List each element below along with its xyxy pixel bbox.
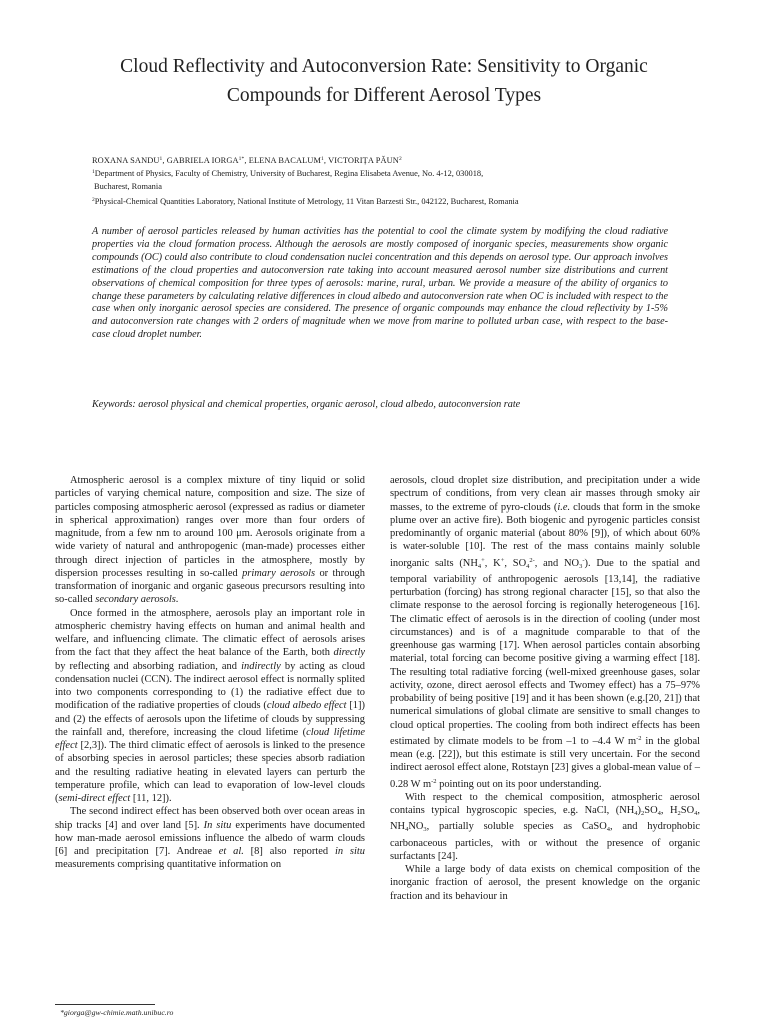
affiliation-1-continued	[94, 180, 694, 194]
title-line-1: Cloud Reflectivity and Autoconversion Rate: Sensitivity to Organic	[120, 56, 648, 77]
body-paragraph: The second indirect effect has been observed both over ocean areas in ship tracks [4] and over land [5]. In situ experiments have documented how man-made aerosol emissions influence the albedo of warm clouds [6] and precipitation [7]. Andreae et al. [8] also reported in situ measurements comprising quantitative information on	[55, 806, 365, 871]
body-paragraph: While a large body of data exists on chemical composition of the inorganic fraction of aerosol, the present knowledge on the organic fraction and its behaviour in	[390, 864, 700, 902]
body-paragraph: Atmospheric aerosol is a complex mixture of tiny liquid or solid particles of varying chemical nature, composition and size. The size of particles composing atmospheric aerosol (expressed as radius or diameter in spherical approximation) ranges over more than four orders of magnitude, from a few nm to around 100 μm. Aerosols originate from a wide variety of natural and anthropogenic (man-made) processes either through direct injection of particles in the atmosphere, mostly by dispersion processes resulting in so-called primary aerosols or through transformation of inorganic and organic gaseous precursors resulting into so-called secondary aerosols.	[55, 475, 365, 606]
affiliation-mark: 1	[92, 169, 95, 175]
author-mark: 2	[398, 156, 402, 162]
affiliation-text: Physical-Chemical Quantities Laboratory, National Institute of Metrology, 11 Vitan Barzesti Str., 042122, Bucharest, Romania	[94, 197, 519, 206]
affiliation-text: Bucharest, Romania	[94, 182, 162, 191]
author-name: ROXANA SANDU	[92, 156, 160, 165]
author-mark: 1	[321, 156, 324, 162]
body-paragraph: aerosols, cloud droplet size distribution, and precipitation under a wide spectrum of conditions, from very clean air masses through smoky air masses, to the extreme of pyro-clouds (i.e. clouds that form in the smoke plume over an active fire). Both biogenic and pyrogenic particles consist predominantly of organic material (about 80% [9]), of which about 60% is water-soluble [10]. The rest of the mass contains mainly soluble inorganic salts ($NH_4^+$, K+, $SO_4^{2-}$, and $NO_3^-$). Due to the spatial and temporal variability of anthropogenic aerosols [13,14], the radiative perturbation (forcing) has strong regional character [15], so that also the climate response to the aerosol forcing is regionally heterogeneous [16]. The climatic effect of aerosols is in the direction of cooling (under most circumstances) and is of a magnitude comparable to that of the greenhouse gas warming [17]. When aerosol particles contain absorbing material, total forcing can become positive giving a warming effect [18]. The resulting total radiative forcing (well-mixed greenhouse gases, solar activity, ozone, direct aerosol effects and Twomey effect) has a 75–97% probability of being positive [19] and it has been shown (e.g.[20, 21]) that numerical simulations of global climate are sensitive to small changes to cloud optical properties. The cooling from both indirect effects has been estimated by climate models to be from –1 to –4.4 W $m^{-2}$ in the global mean (e.g. [22]), but this estimate is still very uncertain. For the second indirect aerosol effect alone, Rotstayn [23] gives a global-mean value of –0.28 W $m^{-2}$ pointing out on its poor understanding.	[390, 475, 700, 790]
author-list	[92, 153, 692, 167]
body-column-right	[390, 474, 700, 903]
author-separator: ,	[244, 156, 249, 165]
author-separator: ,	[162, 156, 167, 165]
affiliation-mark: 2	[92, 197, 95, 203]
title-line-2: Compounds for Different Aerosol Types	[226, 85, 542, 106]
affiliation-1	[92, 166, 692, 181]
paper-title	[60, 52, 708, 110]
footnote-mark: *	[60, 1008, 64, 1017]
affiliation-text: Department of Physics, Faculty of Chemistry, University of Bucharest, Regina Elisabeta Avenue, No. 4-12, 030018,	[94, 169, 484, 178]
author-name: VICTORIȚA PĂUN	[328, 156, 399, 165]
body-paragraph: With respect to the chemical composition, atmospheric aerosol contains typical hygroscopic species, e.g. NaCl, $(NH_4)_2SO_4$, $H_2SO_4$, $NH_4NO_3$, partially soluble species as CaSO$_4$, and hydrophobic carbonaceous particles, with or without the presence of organic surfactants [24].	[390, 791, 700, 862]
footnote-rule	[55, 1004, 155, 1005]
abstract: A number of aerosol particles released by human activities has the potential to cool the climate system by modifying the cloud radiative properties via the cloud formation process. Although the aerosols are mostly composed of inorganic species, measurements show organic compounds (OC) could also contribute to cloud condensation nuclei concentration and this depends on aerosol type. Our approach involves estimations of the cloud properties and autoconversion rate taking into account measured aerosol number size distributions and current observations of chemical composition for three types of aerosols: marine, rural, urban. We provide a measure of the ability of organics to change these parameters by calculating relative differences in cloud albedo and autoconversion rate when OC is included with respect to the case when only inorganic aerosol species are considered. The presence of organic compounds may enhance the cloud reflectivity by 1-5% and autoconversion rate changes with 2 orders of magnitude when we move from marine to polluted urban case, with respect to the base-case cloud droplet number.	[92, 226, 668, 341]
author-separator: ,	[323, 156, 329, 165]
correspondence-email: giorga@gw-chimie.math.unibuc.ro	[63, 1008, 174, 1017]
author-mark: 1	[159, 156, 163, 162]
footnote-email	[60, 1008, 173, 1017]
keywords: Keywords: aerosol physical and chemical properties, organic aerosol, cloud albedo, autoconversion rate	[92, 399, 521, 410]
author-name: GABRIELA IORGA	[166, 156, 239, 165]
body-column-left	[55, 474, 365, 872]
affiliation-2	[92, 194, 692, 209]
body-paragraph: Once formed in the atmosphere, aerosols play an important role in atmospheric chemistry having effects on human and animal health and welfare, and influencing climate. The climatic effect of aerosols arises from the fact that they affect the heat balance of the Earth, both directly by reflecting and absorbing radiation, and indirectly by acting as cloud condensation nuclei (CCN). The indirect aerosol effect is normally splited into two components corresponding to (1) the radiative effect due to modification of the radiative properties of clouds (cloud albedo effect [1]) and (2) the effects of aerosols upon the lifetime of clouds by suppressing the rainfall and, therefore, increasing the cloud lifetime (cloud lifetime effect [2,3]). The third climatic effect of aerosols is linked to the presence of absorbing species in aerosol particles; these species absorb radiation and the resulting radiative heating in elevated layers can perturb the temperature profile, which can lead to evaporation of low-level clouds (semi-direct effect [11, 12]).	[55, 607, 366, 804]
author-name: ELENA BACALUM	[248, 156, 322, 165]
author-mark: 1*	[238, 156, 245, 162]
